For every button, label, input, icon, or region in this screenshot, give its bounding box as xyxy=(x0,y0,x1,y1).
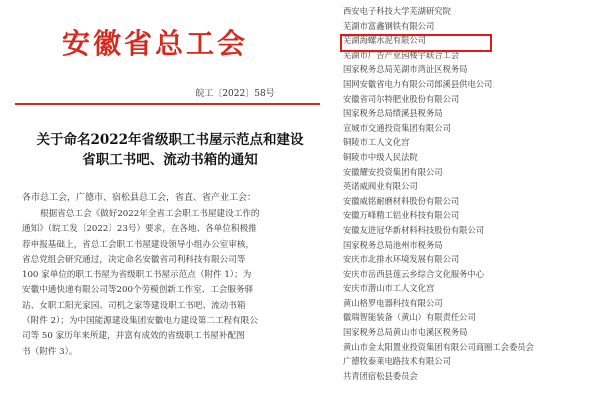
notice-title xyxy=(20,130,320,170)
organization-item: 国家税务总局绩溪县税务局 xyxy=(343,108,443,119)
organization-item: 铜陵市工人文化宫 xyxy=(343,137,410,148)
body-line: 省总党组会研究通过，决定命名安徽省司利科技有限公司等 xyxy=(22,254,246,265)
body-line: 荐申报基础上，省总工会职工书屋建设领导小组办公室审核， xyxy=(22,239,255,250)
organization-item: 安徽耀安投资集团有限公司 xyxy=(343,166,443,177)
organization-list xyxy=(343,4,534,383)
organization-item: 国家税务总局池州市税务局 xyxy=(343,239,443,250)
body-line: 根据省总工会《做好2022年全省工会职工书屋建设工作的 xyxy=(40,209,260,219)
organization-item: 国网安徽省电力有限公司郎溪县供电公司 xyxy=(343,78,493,89)
organization-item: 铜陵市中级人民法院 xyxy=(343,151,418,162)
organization-item: 共青团宿松县委员会 xyxy=(343,370,418,381)
organization-item: 安徽友进冠华新材料科技股份有限公司 xyxy=(343,224,485,235)
notice-title-line-2: 省职工书吧、流动书箱的通知 xyxy=(82,152,258,168)
org-header-title: 安徽省总工会 xyxy=(61,27,248,60)
organization-item: 芜湖市富鑫钢铁有限公司 xyxy=(343,20,435,31)
organization-item: 国家税务总局黄山市屯溪区税务局 xyxy=(343,327,468,338)
organization-item: 安徽省司尔特肥业股份有限公司 xyxy=(343,93,460,104)
body-line: 司等 50 家历年来所建，并富有成效的省级职工书屋补配图 xyxy=(22,331,245,342)
organization-item: 徽瑞智能装备（黄山）有限责任公司 xyxy=(343,312,476,323)
notice-title-line-1: 关于命名2022年省级职工书屋示范点和建设 xyxy=(36,132,304,148)
body-line: （附件 2）；为中国能源建设集团安徽电力建设第二工程有限公 xyxy=(22,316,258,327)
body-line: 站、女职工阳光家园、司机之家等建设职工书吧、流动书箱 xyxy=(22,300,246,311)
organization-item: 宣城市交通投资集团有限公司 xyxy=(343,122,451,133)
body-line: 通知》（皖工发〔2022〕23号）要求，在各地、各单位积极推 xyxy=(22,224,257,235)
organization-item: 安徽威铭耐磨材料股份有限公司 xyxy=(343,195,460,206)
organization-item: 安庆市岳西县莲云乡综合文化服务中心 xyxy=(343,268,485,279)
body-line: 书（附件 3）。 xyxy=(22,346,78,357)
organization-item: 安庆市北排水环境发展有限公司 xyxy=(343,254,460,265)
document-number: 皖工〔2022〕58号 xyxy=(195,89,275,99)
red-divider xyxy=(15,103,320,105)
highlighted-organization: 芜湖海螺水泥有限公司 xyxy=(343,35,426,46)
organization-list-page xyxy=(330,0,600,400)
organization-item: 英诺威阀业有限公司 xyxy=(343,181,418,192)
organization-item: 黄山格罗电器科技有限公司 xyxy=(343,297,443,308)
organization-item: 西安电子科技大学芜湖研究院 xyxy=(343,6,451,16)
notice-body xyxy=(22,207,322,360)
organization-item: 安庆市潜山市工人文化宫 xyxy=(343,283,435,294)
organization-item: 国家税务总局芜湖市湾沚区税务局 xyxy=(343,64,468,75)
organization-item: 黄山市金太阳置业投资集团有限公司商圈工会委员会 xyxy=(343,341,534,352)
recipients-line: 各市总工会，广德市、宿松县总工会，省直、省产业工会： xyxy=(22,193,257,203)
organization-item: 安徽万峰精工铝业科技有限公司 xyxy=(343,210,460,221)
body-line: 100 家单位的职工书屋为省级职工书屋示范点（附件 1）；为 xyxy=(22,270,252,281)
body-line: 安徽中通快递有限公司等200个劳模创新工作室、工会服务驿 xyxy=(22,285,254,296)
organization-item: 芜湖市广告产业园楼宇联合工会 xyxy=(343,49,460,60)
organization-item: 广德牧泰莱电路技术有限公司 xyxy=(343,356,451,367)
